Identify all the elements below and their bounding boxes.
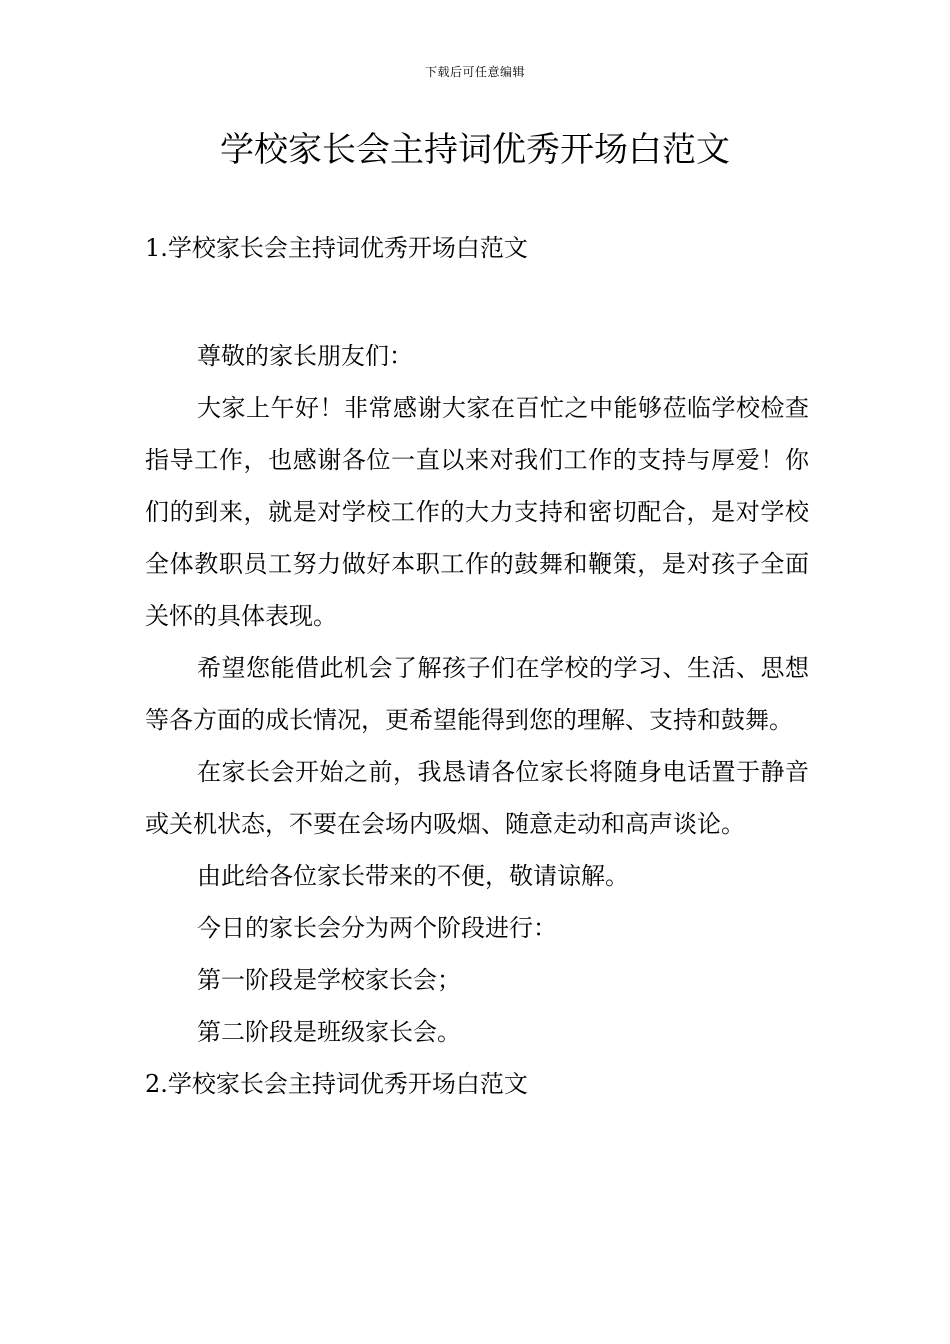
paragraph-stage-one: 第一阶段是学校家长会； <box>197 966 461 994</box>
paragraph-hope: 希望您能借此机会了解孩子们在学校的学习、生活、思想等各方面的成长情况，更希望能得到您的理解、支持和鼓舞。 <box>145 654 809 734</box>
section-heading-2: 2.学校家长会主持词优秀开场白范文 <box>145 1070 528 1098</box>
header-note: 下载后可任意编辑 <box>424 65 525 79</box>
paragraph-apology: 由此给各位家长带来的不便，敬请谅解。 <box>197 862 629 890</box>
paragraph-welcome: 大家上午好！非常感谢大家在百忙之中能够莅临学校检查指导工作，也感谢各位一直以来对我们工作的支持与厚爱！你们的到来，就是对学校工作的大力支持和密切配合，是对学校全体教职员工努力做好本职工作的鼓舞和鞭策，是对孩子全面关怀的具体表现。 <box>145 394 809 630</box>
section-heading-1: 1.学校家长会主持词优秀开场白范文 <box>145 234 528 262</box>
document-title: 学校家长会主持词优秀开场白范文 <box>220 130 730 170</box>
paragraph-stage-two: 第二阶段是班级家长会。 <box>197 1018 461 1046</box>
salutation: 尊敬的家长朋友们： <box>197 342 413 370</box>
document-body <box>145 222 809 1110</box>
paragraph-stages-intro: 今日的家长会分为两个阶段进行： <box>197 914 557 942</box>
paragraph-request: 在家长会开始之前，我恳请各位家长将随身电话置于静音或关机状态，不要在会场内吸烟、随意走动和高声谈论。 <box>145 758 809 838</box>
